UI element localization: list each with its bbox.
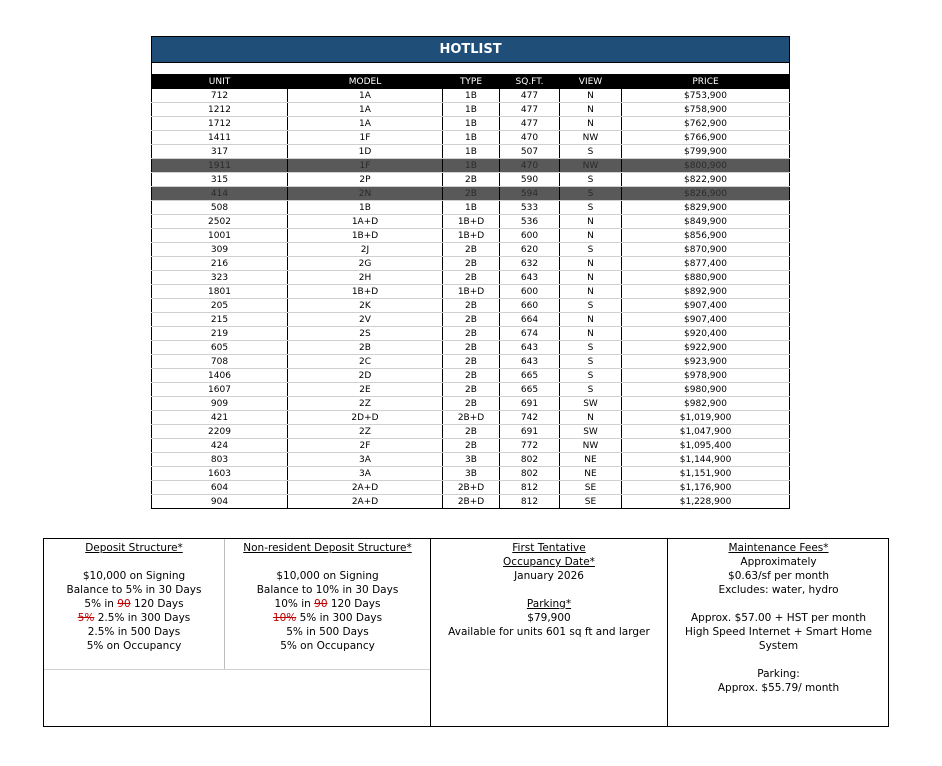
cell-model: 2D+D	[288, 411, 443, 425]
maintenance-line: High Speed Internet + Smart Home System	[685, 626, 872, 652]
cell-model: 2D	[288, 369, 443, 383]
cell-view: S	[560, 145, 622, 159]
table-row	[152, 271, 790, 285]
cell-model: 2V	[288, 313, 443, 327]
cell-type: 2B+D	[443, 495, 500, 509]
parking-note: Available for units 601 sq ft and larger	[448, 626, 650, 638]
hotlist-table	[151, 36, 790, 509]
cell-price: $920,400	[622, 327, 790, 341]
cell-model: 2H	[288, 271, 443, 285]
cell-type: 2B+D	[443, 481, 500, 495]
cell-view: S	[560, 201, 622, 215]
table-row	[152, 481, 790, 495]
header-price: PRICE	[622, 75, 790, 89]
cell-type: 1B+D	[443, 229, 500, 243]
cell-price: $799,900	[622, 145, 790, 159]
cell-price: $982,900	[622, 397, 790, 411]
cell-unit: 708	[152, 355, 288, 369]
cell-model: 1D	[288, 145, 443, 159]
cell-view: N	[560, 285, 622, 299]
cell-unit: 1406	[152, 369, 288, 383]
cell-price: $849,900	[622, 215, 790, 229]
table-row	[152, 495, 790, 509]
cell-type: 1B+D	[443, 215, 500, 229]
maintenance-parking-fee: Approx. $55.79/ month	[717, 682, 840, 694]
cell-model: 2Z	[288, 425, 443, 439]
cell-unit: 424	[152, 439, 288, 453]
cell-type: 2B	[443, 271, 500, 285]
cell-model: 2E	[288, 383, 443, 397]
table-row	[152, 215, 790, 229]
table-row	[152, 383, 790, 397]
maintenance-line: Approximately	[740, 556, 817, 568]
cell-unit: 803	[152, 453, 288, 467]
cell-price: $753,900	[622, 89, 790, 103]
cell-type: 1B	[443, 201, 500, 215]
cell-price: $1,019,900	[622, 411, 790, 425]
table-row	[152, 173, 790, 187]
cell-unit: 1607	[152, 383, 288, 397]
cell-sqft: 600	[500, 229, 560, 243]
cell-type: 2B	[443, 383, 500, 397]
cell-view: S	[560, 341, 622, 355]
cell-unit: 904	[152, 495, 288, 509]
cell-view: NW	[560, 159, 622, 173]
cell-sqft: 643	[500, 355, 560, 369]
table-row	[152, 117, 790, 131]
cell-model: 2F	[288, 439, 443, 453]
table-row	[152, 341, 790, 355]
table-row	[152, 187, 790, 201]
cell-view: NW	[560, 131, 622, 145]
cell-unit: 219	[152, 327, 288, 341]
cell-model: 1B+D	[288, 285, 443, 299]
cell-model: 2Z	[288, 397, 443, 411]
cell-model: 1A	[288, 103, 443, 117]
cell-price: $1,228,900	[622, 495, 790, 509]
cell-sqft: 470	[500, 159, 560, 173]
nonresident-line: 5% in 500 Days	[286, 626, 369, 638]
deposit-line: 5% 2.5% in 300 Days	[77, 612, 191, 624]
cell-price: $762,900	[622, 117, 790, 131]
cell-sqft: 691	[500, 425, 560, 439]
cell-sqft: 802	[500, 453, 560, 467]
cell-sqft: 664	[500, 313, 560, 327]
cell-model: 2C	[288, 355, 443, 369]
cell-type: 1B	[443, 159, 500, 173]
cell-sqft: 600	[500, 285, 560, 299]
cell-unit: 315	[152, 173, 288, 187]
header-sqft: SQ.FT.	[500, 75, 560, 89]
occupancy-heading: First Tentative	[512, 542, 586, 554]
cell-unit: 2209	[152, 425, 288, 439]
header-view: VIEW	[560, 75, 622, 89]
cell-type: 3B	[443, 467, 500, 481]
cell-type: 2B	[443, 257, 500, 271]
cell-unit: 1911	[152, 159, 288, 173]
cell-price: $907,400	[622, 299, 790, 313]
deposit-structure	[44, 539, 224, 726]
cell-view: S	[560, 383, 622, 397]
cell-type: 2B	[443, 355, 500, 369]
cell-type: 2B	[443, 243, 500, 257]
cell-model: 2A+D	[288, 495, 443, 509]
header-unit: UNIT	[152, 75, 288, 89]
cell-sqft: 507	[500, 145, 560, 159]
cell-type: 2B	[443, 313, 500, 327]
cell-price: $980,900	[622, 383, 790, 397]
cell-unit: 1001	[152, 229, 288, 243]
nonresident-deposit-structure	[224, 539, 430, 669]
cell-sqft: 660	[500, 299, 560, 313]
cell-type: 2B+D	[443, 411, 500, 425]
cell-unit: 414	[152, 187, 288, 201]
cell-price: $877,400	[622, 257, 790, 271]
table-row	[152, 229, 790, 243]
cell-model: 2P	[288, 173, 443, 187]
cell-sqft: 477	[500, 103, 560, 117]
cell-type: 3B	[443, 453, 500, 467]
cell-type: 1B	[443, 131, 500, 145]
maintenance-parking-label: Parking:	[757, 668, 800, 680]
cell-view: SE	[560, 495, 622, 509]
occupancy-heading: Occupancy Date*	[503, 556, 595, 568]
cell-view: NE	[560, 467, 622, 481]
cell-sqft: 533	[500, 201, 560, 215]
cell-price: $766,900	[622, 131, 790, 145]
struck-value: 90	[117, 598, 131, 610]
cell-type: 2B	[443, 369, 500, 383]
cell-type: 2B	[443, 439, 500, 453]
cell-sqft: 594	[500, 187, 560, 201]
table-row	[152, 467, 790, 481]
cell-model: 2N	[288, 187, 443, 201]
cell-unit: 712	[152, 89, 288, 103]
cell-unit: 205	[152, 299, 288, 313]
cell-view: S	[560, 173, 622, 187]
cell-model: 2G	[288, 257, 443, 271]
cell-price: $1,151,900	[622, 467, 790, 481]
deposit-line: 2.5% in 500 Days	[87, 626, 181, 638]
cell-price: $907,400	[622, 313, 790, 327]
cell-type: 1B	[443, 117, 500, 131]
cell-unit: 2502	[152, 215, 288, 229]
cell-type: 2B	[443, 341, 500, 355]
cell-model: 1B	[288, 201, 443, 215]
cell-model: 2J	[288, 243, 443, 257]
cell-sqft: 536	[500, 215, 560, 229]
cell-view: N	[560, 103, 622, 117]
cell-unit: 215	[152, 313, 288, 327]
parking-price: $79,900	[527, 612, 571, 624]
cell-sqft: 477	[500, 89, 560, 103]
struck-value: 90	[314, 598, 328, 610]
cell-sqft: 812	[500, 481, 560, 495]
cell-price: $822,900	[622, 173, 790, 187]
table-row	[152, 313, 790, 327]
table-row	[152, 327, 790, 341]
nonresident-line: 10% 5% in 300 Days	[272, 612, 383, 624]
cell-price: $892,900	[622, 285, 790, 299]
cell-sqft: 812	[500, 495, 560, 509]
divider	[44, 669, 430, 670]
cell-price: $880,900	[622, 271, 790, 285]
table-row	[152, 355, 790, 369]
cell-price: $923,900	[622, 355, 790, 369]
table-row	[152, 453, 790, 467]
cell-type: 2B	[443, 327, 500, 341]
deposit-line: Balance to 5% in 30 Days	[66, 584, 202, 596]
cell-price: $1,144,900	[622, 453, 790, 467]
parking-heading: Parking*	[526, 598, 572, 610]
cell-view: N	[560, 327, 622, 341]
cell-unit: 1603	[152, 467, 288, 481]
cell-view: N	[560, 215, 622, 229]
deposit-heading: Deposit Structure*	[85, 542, 183, 554]
cell-model: 1F	[288, 159, 443, 173]
cell-sqft: 665	[500, 383, 560, 397]
table-row	[152, 425, 790, 439]
nonresident-heading: Non-resident Deposit Structure*	[243, 542, 412, 554]
cell-view: SW	[560, 397, 622, 411]
cell-view: N	[560, 89, 622, 103]
maintenance-line: Approx. $57.00 + HST per month	[691, 612, 866, 624]
table-row	[152, 397, 790, 411]
table-row	[152, 89, 790, 103]
cell-type: 2B	[443, 397, 500, 411]
cell-sqft: 590	[500, 173, 560, 187]
cell-sqft: 665	[500, 369, 560, 383]
cell-sqft: 802	[500, 467, 560, 481]
cell-price: $1,176,900	[622, 481, 790, 495]
cell-unit: 1411	[152, 131, 288, 145]
nonresident-line: Balance to 10% in 30 Days	[256, 584, 399, 596]
cell-unit: 421	[152, 411, 288, 425]
nonresident-line: $10,000 on Signing	[276, 570, 379, 582]
cell-price: $758,900	[622, 103, 790, 117]
cell-view: N	[560, 271, 622, 285]
cell-model: 3A	[288, 467, 443, 481]
cell-model: 1F	[288, 131, 443, 145]
occupancy-parking	[430, 539, 667, 726]
cell-unit: 323	[152, 271, 288, 285]
cell-model: 2A+D	[288, 481, 443, 495]
cell-sqft: 742	[500, 411, 560, 425]
table-row	[152, 159, 790, 173]
cell-price: $826,900	[622, 187, 790, 201]
occupancy-date: January 2026	[514, 570, 584, 582]
cell-view: S	[560, 369, 622, 383]
cell-model: 2K	[288, 299, 443, 313]
cell-type: 2B	[443, 173, 500, 187]
cell-view: S	[560, 299, 622, 313]
deposit-line: 5% in 90 120 Days	[84, 598, 184, 610]
cell-view: NW	[560, 439, 622, 453]
cell-view: NE	[560, 453, 622, 467]
cell-type: 1B	[443, 103, 500, 117]
cell-model: 2B	[288, 341, 443, 355]
deposit-line: 5% on Occupancy	[86, 640, 182, 652]
table-row	[152, 369, 790, 383]
cell-unit: 317	[152, 145, 288, 159]
cell-model: 1A	[288, 117, 443, 131]
cell-price: $1,095,400	[622, 439, 790, 453]
cell-unit: 605	[152, 341, 288, 355]
cell-model: 2S	[288, 327, 443, 341]
table-row	[152, 201, 790, 215]
cell-price: $1,047,900	[622, 425, 790, 439]
cell-sqft: 632	[500, 257, 560, 271]
cell-sqft: 620	[500, 243, 560, 257]
cell-model: 1A+D	[288, 215, 443, 229]
cell-price: $829,900	[622, 201, 790, 215]
nonresident-line: 10% in 90 120 Days	[274, 598, 381, 610]
info-panel	[43, 538, 889, 727]
cell-view: SE	[560, 481, 622, 495]
cell-sqft: 674	[500, 327, 560, 341]
maintenance-heading: Maintenance Fees*	[728, 542, 829, 554]
cell-view: N	[560, 257, 622, 271]
cell-price: $922,900	[622, 341, 790, 355]
struck-value: 10%	[272, 612, 297, 624]
cell-view: N	[560, 117, 622, 131]
cell-type: 1B+D	[443, 285, 500, 299]
cell-model: 1B+D	[288, 229, 443, 243]
cell-type: 1B	[443, 145, 500, 159]
cell-view: N	[560, 313, 622, 327]
hotlist-title: HOTLIST	[152, 37, 790, 63]
cell-type: 2B	[443, 425, 500, 439]
table-row	[152, 103, 790, 117]
table-row	[152, 145, 790, 159]
maintenance-fees	[667, 539, 889, 726]
struck-value: 5%	[77, 612, 95, 624]
cell-view: S	[560, 355, 622, 369]
cell-price: $870,900	[622, 243, 790, 257]
cell-sqft: 643	[500, 341, 560, 355]
table-row	[152, 243, 790, 257]
header-type: TYPE	[443, 75, 500, 89]
table-row	[152, 285, 790, 299]
table-row	[152, 257, 790, 271]
cell-view: N	[560, 411, 622, 425]
cell-sqft: 477	[500, 117, 560, 131]
table-row	[152, 439, 790, 453]
cell-type: 2B	[443, 187, 500, 201]
table-row	[152, 299, 790, 313]
cell-view: N	[560, 229, 622, 243]
cell-price: $856,900	[622, 229, 790, 243]
nonresident-line: 5% on Occupancy	[280, 640, 375, 652]
spacer-row	[152, 63, 790, 75]
cell-unit: 1712	[152, 117, 288, 131]
cell-sqft: 772	[500, 439, 560, 453]
cell-sqft: 470	[500, 131, 560, 145]
cell-unit: 309	[152, 243, 288, 257]
cell-unit: 604	[152, 481, 288, 495]
cell-unit: 909	[152, 397, 288, 411]
maintenance-line: $0.63/sf per month	[728, 570, 829, 582]
cell-unit: 1212	[152, 103, 288, 117]
header-row	[152, 75, 790, 89]
cell-type: 1B	[443, 89, 500, 103]
table-row	[152, 411, 790, 425]
cell-unit: 1801	[152, 285, 288, 299]
cell-sqft: 643	[500, 271, 560, 285]
deposit-line: $10,000 on Signing	[82, 570, 186, 582]
table-row	[152, 131, 790, 145]
cell-unit: 508	[152, 201, 288, 215]
maintenance-line: Excludes: water, hydro	[718, 584, 839, 596]
cell-sqft: 691	[500, 397, 560, 411]
cell-view: S	[560, 187, 622, 201]
cell-model: 1A	[288, 89, 443, 103]
cell-price: $800,900	[622, 159, 790, 173]
header-model: MODEL	[288, 75, 443, 89]
cell-model: 3A	[288, 453, 443, 467]
cell-price: $978,900	[622, 369, 790, 383]
cell-view: SW	[560, 425, 622, 439]
cell-unit: 216	[152, 257, 288, 271]
cell-type: 2B	[443, 299, 500, 313]
cell-view: S	[560, 243, 622, 257]
